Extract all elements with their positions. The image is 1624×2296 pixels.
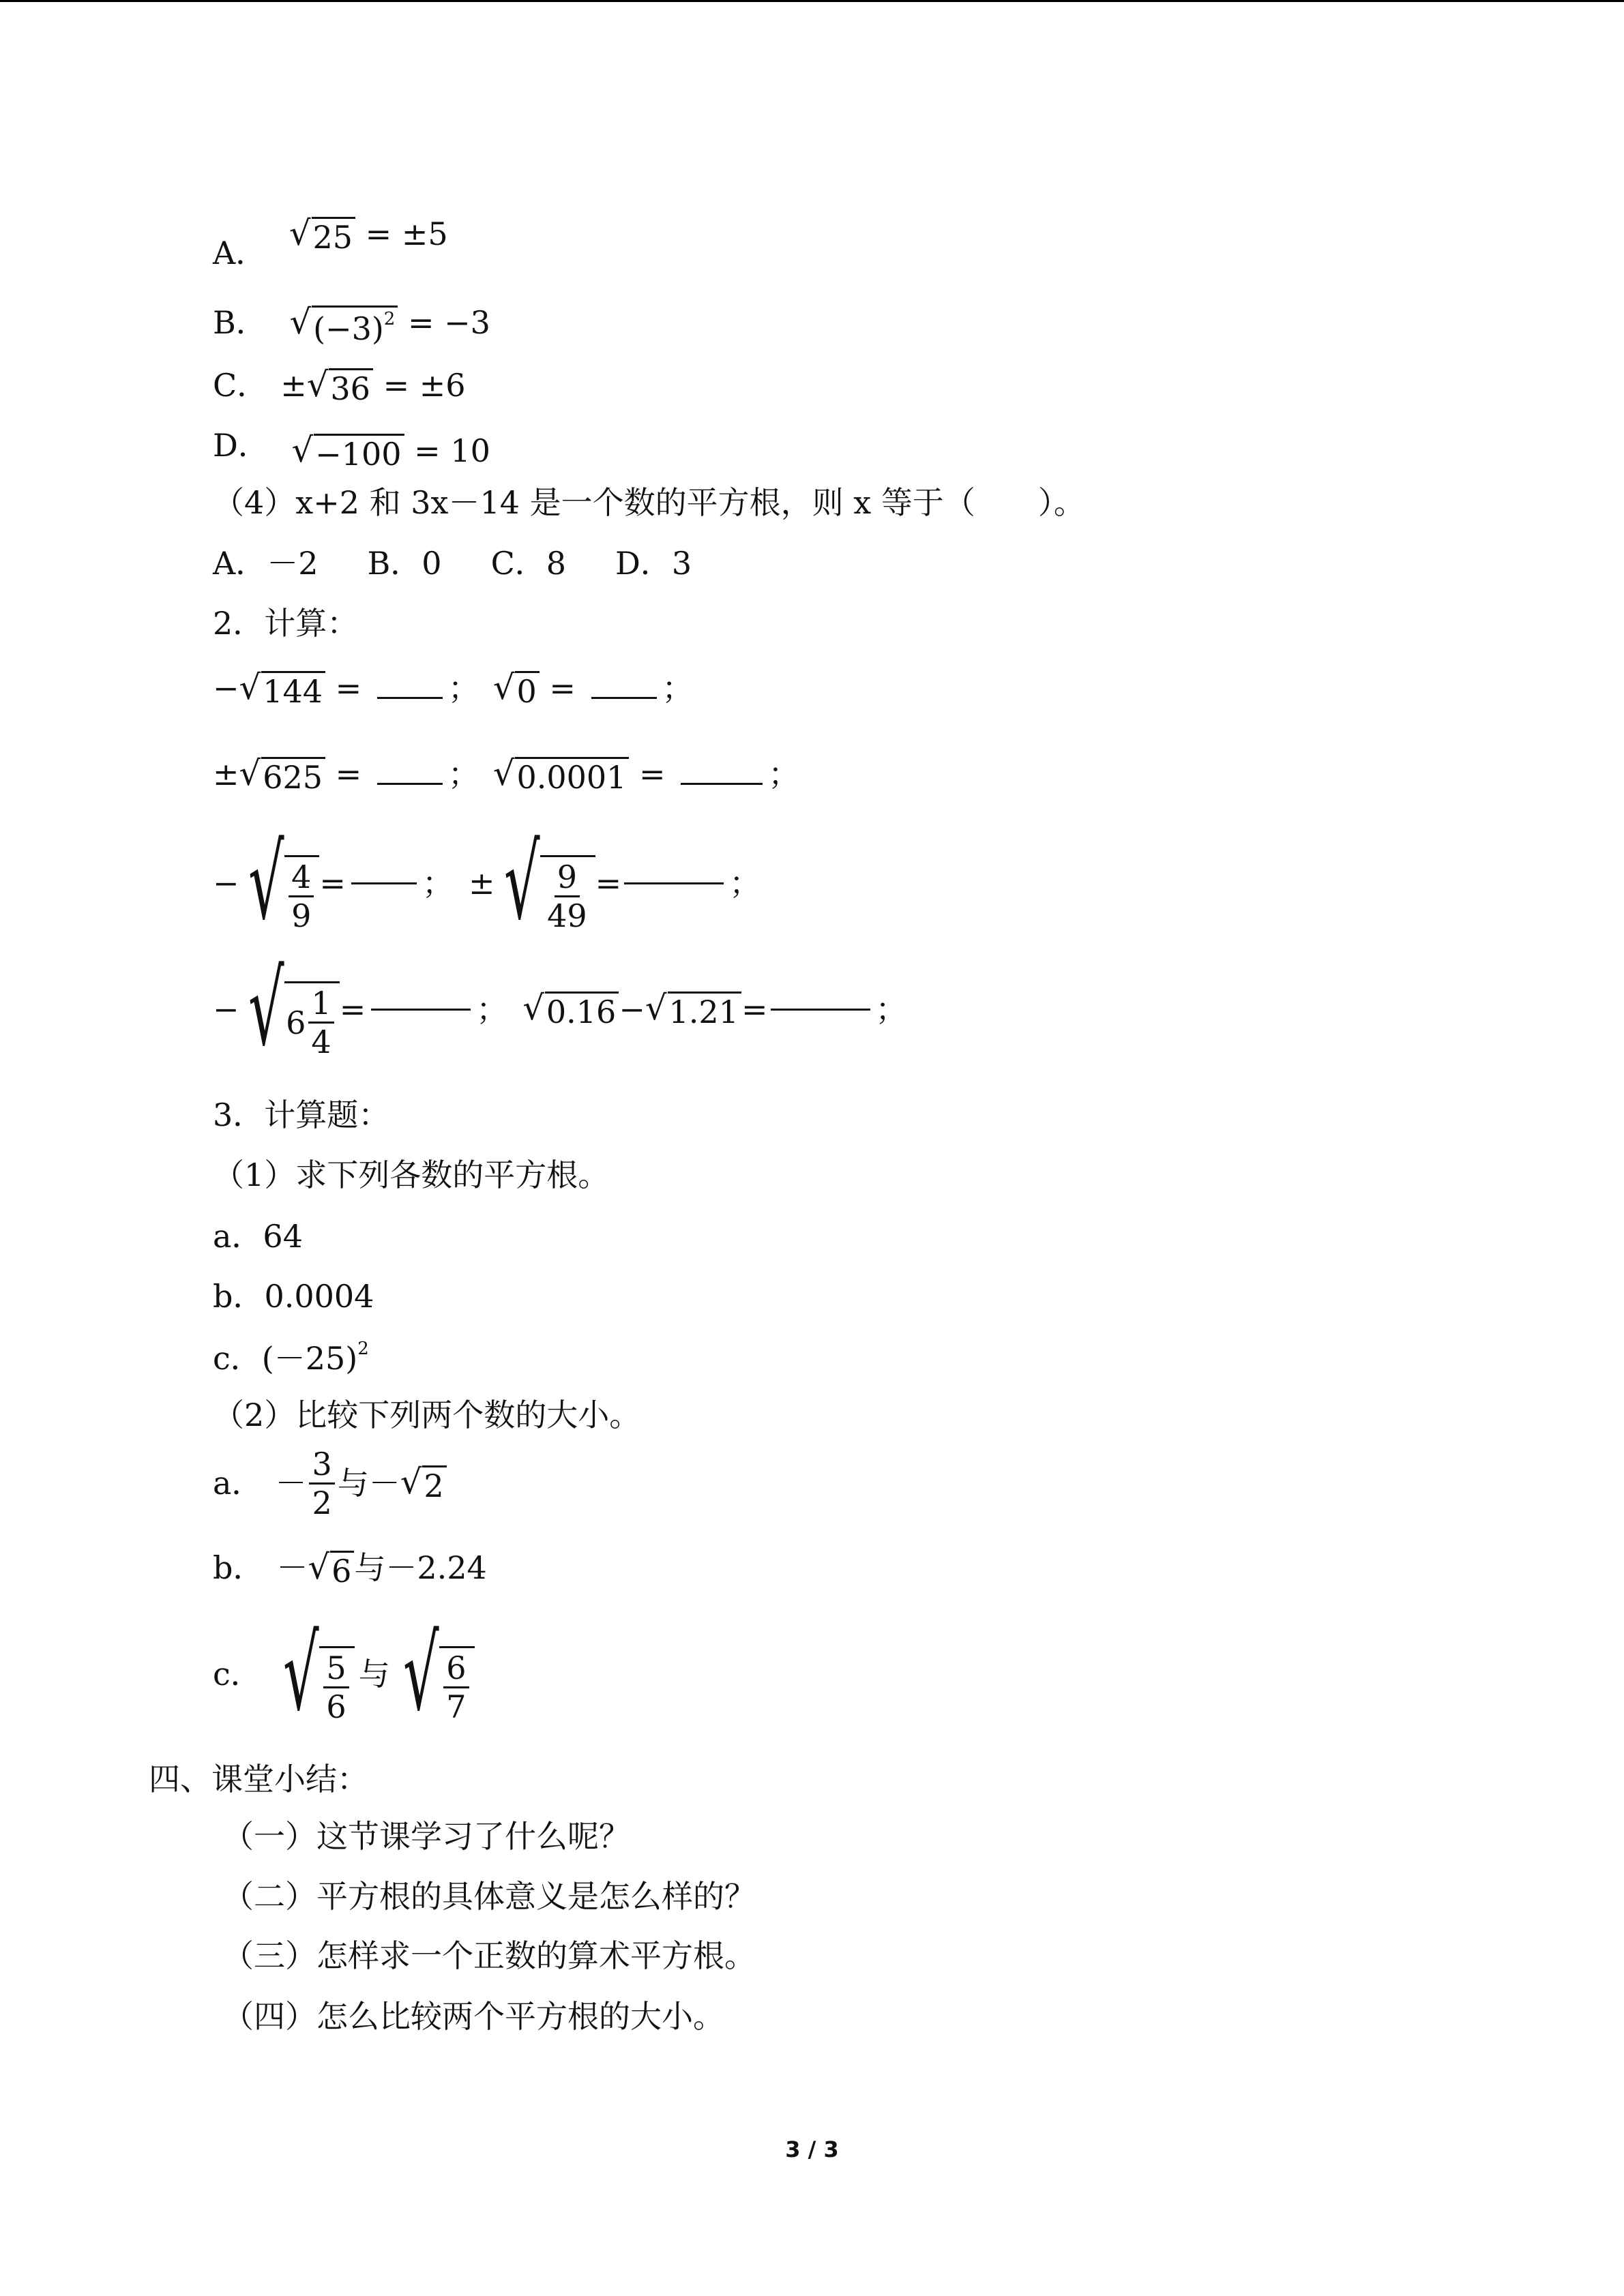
radicand-36: 36 bbox=[329, 368, 373, 404]
calc-row-1 bbox=[213, 668, 694, 710]
sqrt-36: √ 36 bbox=[307, 368, 373, 404]
exponent-2: 2 bbox=[357, 1339, 369, 1359]
whole-part: 6 bbox=[286, 1004, 306, 1041]
part3-sub1-title: （1）求下列各数的平方根。 bbox=[213, 1157, 610, 1193]
sqrt-0-16: √ 0.16 bbox=[522, 992, 619, 1028]
calc-row-3 bbox=[213, 823, 761, 942]
separator: ； bbox=[875, 991, 907, 1028]
minus-sign: − bbox=[213, 991, 239, 1028]
item-b-label: b． bbox=[213, 1549, 265, 1586]
sqrt-5-over-6: √ $\frac{5}{6}$ bbox=[274, 1626, 355, 1723]
summary-item-2: （二）平方根的具体意义是怎么样的？ bbox=[222, 1878, 756, 1915]
option-c bbox=[213, 365, 466, 407]
comparison-text: 与 bbox=[358, 1656, 390, 1693]
separator: ； bbox=[662, 670, 694, 706]
equals-sign: = bbox=[339, 991, 366, 1028]
summary-item-3: （三）怎样求一个正数的算术平方根。 bbox=[222, 1937, 756, 1974]
separator: ； bbox=[768, 756, 800, 792]
part3-sub2-title: （2）比较下列两个数的大小。 bbox=[213, 1397, 641, 1433]
sqrt-0: √ 0 bbox=[493, 671, 540, 707]
radicand-0-0001: 0.0001 bbox=[515, 757, 629, 793]
item-c-text: c．(－25) bbox=[213, 1340, 358, 1377]
separator: ； bbox=[447, 756, 479, 792]
separator: ； bbox=[422, 865, 454, 901]
denominator: 9 bbox=[291, 897, 312, 935]
minus-sign: － bbox=[275, 1465, 307, 1502]
radicand-6: 6 bbox=[330, 1551, 354, 1587]
sqrt-4-over-9: √ $\frac{4}{9}$ bbox=[239, 835, 320, 932]
option-b-result: = −3 bbox=[398, 304, 490, 341]
page-number: 3 / 3 bbox=[785, 2136, 839, 2162]
separator: ； bbox=[447, 670, 479, 706]
option-a-label: A． bbox=[213, 235, 267, 271]
radicand-625: 625 bbox=[261, 757, 325, 793]
answer-blank[interactable] bbox=[681, 782, 763, 785]
radicand-0: 0 bbox=[515, 671, 539, 707]
sub2-item-a bbox=[213, 1439, 447, 1527]
radicand-0-16: 0.16 bbox=[545, 992, 619, 1028]
answer-blank[interactable] bbox=[351, 882, 417, 884]
calc-heading: 2．计算： bbox=[213, 605, 359, 642]
option-a-result: = ±5 bbox=[355, 215, 448, 252]
minus-sign: － bbox=[276, 1549, 308, 1586]
option-b-label: B． bbox=[213, 304, 267, 341]
sqrt-1-21: √ 1.21 bbox=[645, 992, 741, 1028]
item-c-inner bbox=[213, 1614, 475, 1733]
q4-option-d: D．3 bbox=[615, 545, 692, 582]
equals-sign: = bbox=[741, 991, 768, 1028]
option-d-label: D． bbox=[213, 427, 269, 464]
equals-sign: = bbox=[325, 756, 372, 792]
radicand-25: 25 bbox=[312, 217, 356, 253]
numerator: 9 bbox=[555, 861, 580, 897]
sub1-item-b: b．0.0004 bbox=[213, 1278, 374, 1315]
equals-sign: = bbox=[319, 865, 346, 901]
sqrt-neg3-squared: √ $(-3)^2$ bbox=[289, 305, 398, 344]
option-a bbox=[213, 213, 448, 271]
denominator: 4 bbox=[311, 1024, 331, 1061]
answer-blank[interactable] bbox=[377, 696, 443, 699]
denominator: 2 bbox=[312, 1484, 332, 1521]
item-a-inner bbox=[213, 1439, 447, 1527]
radicand-1-21: 1.21 bbox=[668, 992, 741, 1028]
sqrt-0-0001: √ 0.0001 bbox=[493, 757, 630, 793]
calc-row-4 bbox=[213, 949, 907, 1069]
comparison-text: 与－ bbox=[337, 1465, 400, 1502]
option-c-label: C． bbox=[213, 367, 269, 404]
sqrt-6: √ 6 bbox=[308, 1551, 354, 1587]
plus-minus-sign: ± bbox=[280, 367, 307, 404]
equals-sign: = bbox=[539, 670, 586, 706]
radicand-144: 144 bbox=[261, 671, 325, 707]
minus-sign: − bbox=[619, 991, 645, 1028]
separator: ； bbox=[476, 991, 508, 1028]
numerator: 5 bbox=[323, 1652, 349, 1688]
radicand-neg3: (−3) bbox=[313, 310, 384, 347]
denominator: 7 bbox=[446, 1688, 467, 1726]
fraction-4-9 bbox=[289, 859, 314, 935]
numerator: 1 bbox=[308, 987, 334, 1024]
sub2-item-b bbox=[213, 1547, 487, 1590]
summary-item-1: （一）这节课学习了什么呢？ bbox=[222, 1818, 630, 1855]
option-d bbox=[213, 427, 490, 473]
minus-sign: − bbox=[213, 865, 239, 901]
sqrt-144: √ 144 bbox=[239, 671, 325, 707]
row-4-inner bbox=[213, 949, 907, 1069]
summary-heading: 四、课堂小结： bbox=[149, 1761, 368, 1798]
calc-row-2 bbox=[213, 754, 800, 796]
sqrt-625: √ 625 bbox=[239, 757, 325, 793]
sqrt-9-over-49: √ $\frac{9}{49}$ bbox=[495, 835, 595, 932]
row-3-inner bbox=[213, 823, 761, 942]
sub2-item-c bbox=[213, 1614, 475, 1733]
answer-blank[interactable] bbox=[591, 696, 657, 699]
fraction-1-4 bbox=[308, 985, 334, 1061]
numerator: 6 bbox=[443, 1652, 469, 1688]
q4-option-c: C．8 bbox=[490, 545, 567, 582]
option-b bbox=[213, 302, 490, 347]
sqrt-25: √ 25 bbox=[289, 217, 355, 253]
question-4-options bbox=[213, 545, 692, 582]
sqrt-neg100: √ −100 bbox=[292, 434, 404, 470]
equals-sign: = bbox=[595, 865, 622, 901]
option-c-result: = ±6 bbox=[372, 367, 466, 404]
exponent-2: 2 bbox=[383, 309, 396, 329]
equals-sign: = bbox=[629, 756, 676, 792]
q4-option-b: B．0 bbox=[367, 545, 442, 582]
radicand-2: 2 bbox=[422, 1465, 446, 1502]
item-a-label: a． bbox=[213, 1465, 263, 1502]
option-d-result: = 10 bbox=[404, 432, 490, 469]
question-4-stem: （4）x+2 和 3x－14 是一个数的平方根，则 x 等于（ ）。 bbox=[213, 484, 1085, 521]
radicand-neg100: −100 bbox=[314, 434, 404, 470]
fraction-3-2 bbox=[309, 1445, 334, 1521]
plus-minus-sign: ± bbox=[468, 865, 495, 901]
summary-item-4: （四）怎么比较两个平方根的大小。 bbox=[222, 1998, 724, 2035]
answer-blank[interactable] bbox=[624, 882, 724, 884]
denominator: 6 bbox=[326, 1688, 346, 1726]
fraction-6-7 bbox=[443, 1650, 469, 1726]
plus-minus-sign: ± bbox=[213, 756, 239, 792]
answer-blank[interactable] bbox=[771, 1008, 870, 1011]
sub1-item-a: a．64 bbox=[213, 1218, 303, 1255]
numerator: 3 bbox=[309, 1448, 334, 1485]
sub1-item-c bbox=[213, 1339, 369, 1377]
answer-blank[interactable] bbox=[371, 1008, 471, 1011]
sqrt-6-and-1-4: √ 6 $\frac{1}{4}$ bbox=[239, 961, 340, 1058]
minus-sign: − bbox=[213, 670, 239, 706]
sqrt-2: √ 2 bbox=[400, 1465, 447, 1502]
separator: ； bbox=[729, 865, 761, 901]
sqrt-6-over-7: √ $\frac{6}{7}$ bbox=[394, 1626, 475, 1723]
fraction-9-49 bbox=[544, 859, 590, 935]
part3-heading: 3．计算题： bbox=[213, 1097, 390, 1133]
fraction-5-6 bbox=[323, 1650, 349, 1726]
equals-sign: = bbox=[325, 670, 372, 706]
numerator: 4 bbox=[289, 861, 314, 897]
answer-blank[interactable] bbox=[377, 782, 443, 785]
q4-option-a: A．－2 bbox=[213, 545, 319, 582]
item-c-label: c． bbox=[213, 1656, 262, 1693]
denominator: 49 bbox=[547, 897, 587, 935]
comparison-text: 与－2.24 bbox=[354, 1549, 487, 1586]
